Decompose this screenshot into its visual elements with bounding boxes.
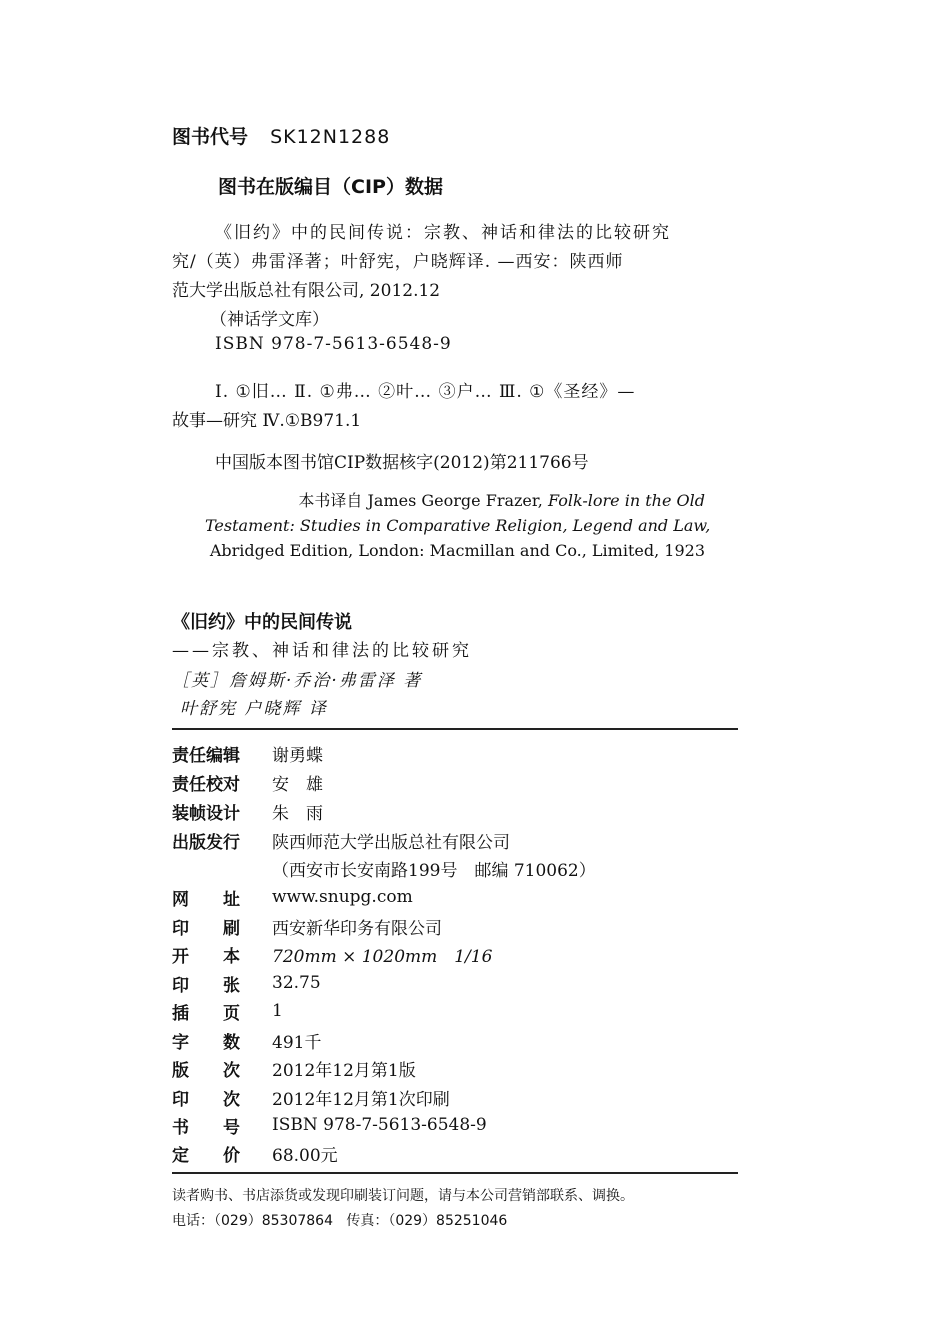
book-author: ［英］詹姆斯·乔治·弗雷泽 著: [172, 671, 423, 691]
spec-label: 版 次: [172, 1060, 240, 1081]
translation-note: [205, 488, 711, 563]
spec-value: 陕西师范大学出版总社有限公司: [272, 832, 510, 853]
cip-line: （神话学文库）: [210, 310, 329, 330]
cip-data-number: 中国版本图书馆CIP数据核字(2012)第211766号: [215, 453, 589, 473]
footer-notice: 读者购书、书店添货或发现印刷装订问题，请与本公司营销部联系、调换。: [172, 1188, 634, 1204]
translation-source-prefix: 本书译自 James George Frazer,: [298, 491, 548, 510]
spec-row: [172, 1083, 450, 1111]
spec-value: 2012年12月第1版: [272, 1060, 416, 1081]
book-translators: 叶舒宪 户晓辉 译: [180, 699, 328, 719]
spec-row: [172, 826, 510, 854]
footer-contact: 电话：（029）85307864 传真：（029）85251046: [172, 1213, 508, 1229]
translation-source-publisher: Abridged Edition, London: Macmillan and Co., Limited, 1923: [209, 541, 705, 560]
spec-label: 出版发行: [172, 832, 240, 853]
spec-value: 安 雄: [272, 774, 323, 795]
spec-value: 720mm × 1020mm 1/16: [272, 946, 493, 967]
cip-line: 故事—研究 Ⅳ.①B971.1: [172, 411, 362, 431]
translation-source-subtitle: Testament: Studies in Comparative Religion, Legend and Law,: [205, 516, 711, 535]
spec-row: [172, 883, 413, 911]
spec-label: 印 张: [172, 975, 240, 996]
spec-label: 定 价: [172, 1145, 240, 1166]
spec-label: 插 页: [172, 1003, 240, 1024]
spec-row: [172, 797, 323, 825]
spec-value: （西安市长安南路199号 邮编 710062）: [272, 860, 596, 881]
spec-label: 字 数: [172, 1032, 240, 1053]
spec-value: 西安新华印务有限公司: [272, 918, 442, 939]
spec-row: [172, 739, 323, 767]
spec-value: www.snupg.com: [272, 887, 413, 907]
translation-source-title: Folk-lore in the Old: [547, 491, 705, 510]
spec-value: 谢勇蝶: [272, 745, 323, 766]
spec-value: 1: [272, 1001, 283, 1021]
spec-label: 开 本: [172, 946, 240, 967]
cip-line: ISBN 978-7-5613-6548-9: [215, 334, 452, 354]
spec-value: 32.75: [272, 973, 321, 993]
spec-row: [172, 1139, 338, 1167]
spec-label: 责任校对: [172, 774, 240, 795]
spec-row: [172, 1054, 416, 1082]
bottom-divider: [172, 1172, 738, 1174]
spec-value: ISBN 978-7-5613-6548-9: [272, 1115, 487, 1135]
cip-line: 究/（英）弗雷泽著；叶舒宪，户晓辉译. —西安：陕西师: [172, 252, 624, 272]
cip-line: 范大学出版总社有限公司, 2012.12: [172, 281, 441, 301]
spec-row: [172, 912, 442, 940]
cip-heading: 图书在版编目（CIP）数据: [218, 176, 443, 198]
cip-line: Ⅰ. ①旧… Ⅱ. ①弗… ②叶… ③户… Ⅲ. ①《圣经》—: [215, 382, 636, 402]
spec-label: 书 号: [172, 1117, 240, 1138]
book-code-value: SK12N1288: [270, 126, 391, 148]
spec-row: [172, 768, 323, 796]
book-title: 《旧约》中的民间传说: [172, 612, 352, 633]
spec-row: [172, 854, 596, 882]
spec-label: 印 刷: [172, 918, 240, 939]
book-code: [172, 122, 390, 149]
spec-value: 朱 雨: [272, 803, 323, 824]
spec-row: [172, 1111, 487, 1139]
book-subtitle: ——宗教、神话和律法的比较研究: [172, 641, 472, 661]
spec-row: [172, 997, 283, 1025]
spec-value: 2012年12月第1次印刷: [272, 1089, 450, 1110]
spec-value: 68.00元: [272, 1145, 338, 1166]
spec-label: 网 址: [172, 889, 240, 910]
spec-row: [172, 969, 321, 997]
spec-row: [172, 1026, 321, 1054]
spec-value: 491千: [272, 1032, 322, 1053]
spec-label: 装帧设计: [172, 803, 240, 824]
spec-label: 印 次: [172, 1089, 240, 1110]
spec-row: [172, 940, 492, 968]
book-code-label: 图书代号: [172, 126, 249, 148]
spec-label: 责任编辑: [172, 745, 240, 766]
top-divider: [172, 728, 738, 730]
cip-line: 《旧约》中的民间传说：宗教、神话和律法的比较研究: [215, 223, 671, 243]
